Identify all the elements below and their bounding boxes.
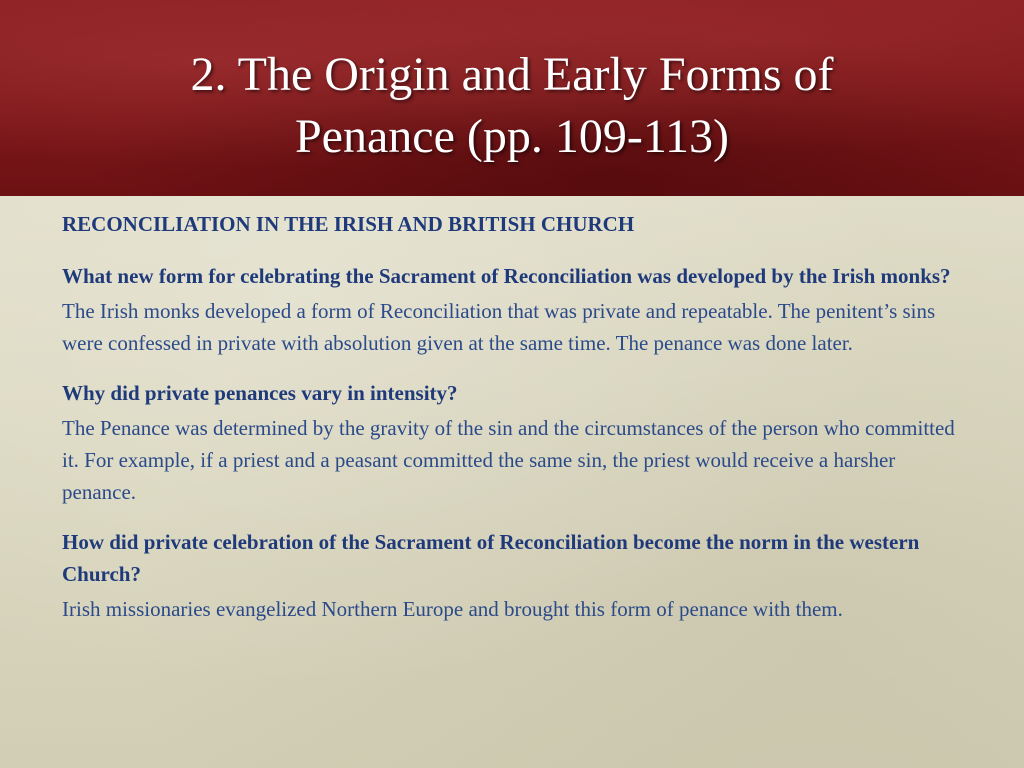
section-heading: RECONCILIATION IN THE IRISH AND BRITISH CHURCH: [62, 212, 635, 236]
answer-3: Irish missionaries evangelized Northern Europe and brought this form of penance with them.: [62, 597, 843, 621]
question-1: What new form for celebrating the Sacrament of Reconciliation was developed by the Irish monks?: [62, 264, 951, 288]
title-banner: [0, 0, 1024, 196]
answer-1: The Irish monks developed a form of Reconciliation that was private and repeatable. The penitent’s sins were confessed in private with absolution given at the same time. The penance was done later.: [62, 299, 936, 355]
slide-body: [62, 208, 972, 643]
qa-item-1: [62, 260, 972, 359]
slide-title-line-1: 2. The Origin and Early Forms of: [190, 48, 834, 101]
qa-item-3: [62, 526, 972, 625]
slide-title-line-2: Penance (pp. 109-113): [294, 110, 730, 163]
question-2: Why did private penances vary in intensity?: [62, 381, 458, 405]
qa-item-2: [62, 377, 972, 508]
slide-title: [60, 44, 964, 168]
answer-2: The Penance was determined by the gravity of the sin and the circumstances of the person who committed it. For example, if a priest and a peasant committed the same sin, the priest would receive a harsher penance.: [62, 416, 955, 504]
question-3: How did private celebration of the Sacrament of Reconciliation become the norm in the western Church?: [62, 530, 920, 586]
